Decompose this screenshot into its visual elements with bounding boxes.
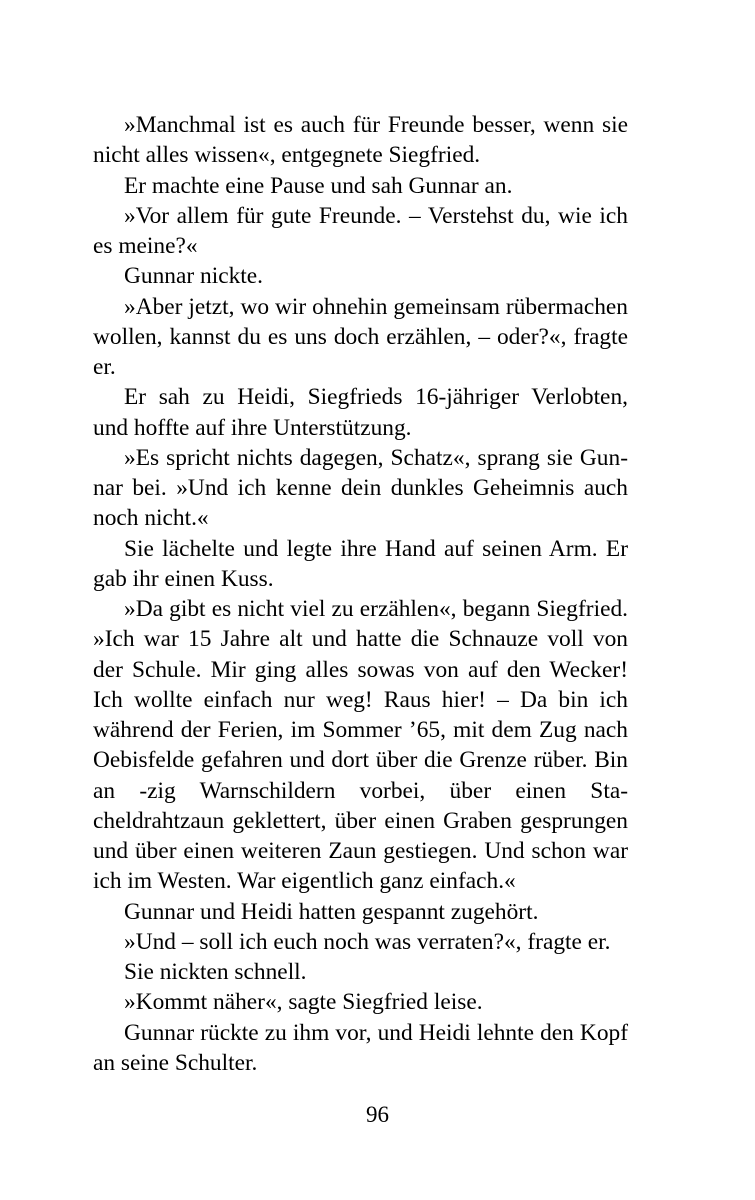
paragraph: Sie lächelte und legte ihre Hand auf seinen Arm. Er gab ihr einen Kuss. — [93, 535, 628, 592]
paragraph: Gunnar rückte zu ihm vor, und Heidi lehnte den Kopf an seine Schulter. — [93, 1019, 628, 1076]
paragraph: »Vor allem für gute Freunde. – Verstehst du, wie ich es meine?« — [93, 202, 628, 259]
page-number: 96 — [366, 1102, 389, 1127]
paragraph: »Und – soll ich euch noch was verraten?«, fragte er. — [124, 928, 611, 955]
paragraph: »Aber jetzt, wo wir ohnehin gemeinsam rübermachen wollen, kannst du es uns doch erzählen, – oder?«, fragte er. — [93, 293, 628, 380]
paragraph: »Kommt näher«, sagte Siegfried leise. — [124, 989, 483, 1016]
paragraph: Er machte eine Pause und sah Gunnar an. — [124, 172, 513, 199]
paragraph: »Es spricht nichts dagegen, Schatz«, sprang sie Gunnar bei. »Und ich kenne dein dunkles Geheimnis auch noch nicht.« — [93, 444, 628, 532]
paragraph: Sie nickten schnell. — [124, 959, 307, 985]
paragraph: »Manchmal ist es auch für Freunde besser, wenn sie nicht alles wissen«, entgegnete Siegfried. — [93, 112, 628, 169]
paragraph: »Da gibt es nicht viel zu erzählen«, begann Siegfried. »Ich war 15 Jahre alt und hatte die Schnauze voll von der Schule. Mir ging alles sowas von auf den Wecker! Ich wollte einfach nur weg! Raus hier! – Da bin ich während der Ferien, im Sommer ’65, mit dem Zug nach Oebisfelde gefahren und dort über die Grenze rüber. Bin an -zig Warnschildern vorbei, über einen Stacheldrahtzaun geklettert, über einen Graben gesprungen und über einen weiteren Zaun gestiegen. Und schon war ich im Westen. War eigentlich ganz einfach.« — [93, 596, 628, 895]
body-text — [93, 110, 628, 1078]
paragraph: Gunnar und Heidi hatten gespannt zugehört. — [124, 898, 539, 925]
paragraph: Gunnar nickte. — [124, 263, 263, 290]
paragraph: Er sah zu Heidi, Siegfrieds 16-jähriger Verlobten, und hoffte auf ihre Unterstützung. — [93, 384, 628, 441]
